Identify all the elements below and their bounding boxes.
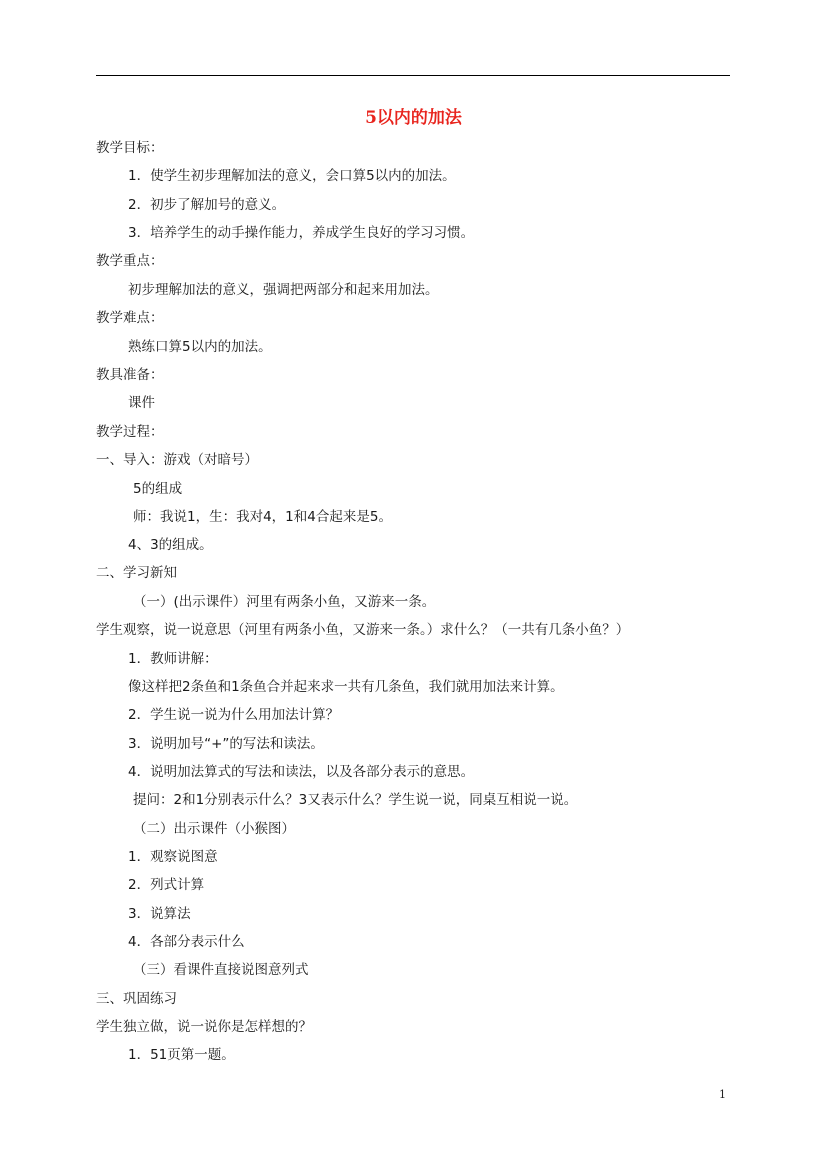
explain-text: 像这样把2条鱼和1条鱼合并起来求一共有几条鱼，我们就用加法来计算。 — [128, 679, 564, 695]
heading-process: 教学过程： — [96, 424, 164, 440]
section-practice: 三、巩固练习 — [96, 991, 177, 1007]
practice-text: 学生独立做，说一说你是怎样想的？ — [96, 1019, 312, 1035]
new-knowledge-part-3: （三）看课件直接说图意列式 — [133, 962, 309, 978]
materials-text: 课件 — [128, 395, 155, 411]
explain-item-3: 3．说明加号“+”的写法和读法。 — [128, 736, 324, 752]
part-2-item-1: 1．观察说图意 — [128, 849, 218, 865]
part-2-item-2: 2．列式计算 — [128, 877, 205, 893]
heading-objectives: 教学目标： — [96, 140, 164, 156]
section-intro: 一、导入：游戏（对暗号） — [96, 452, 258, 468]
heading-difficulties: 教学难点： — [96, 310, 164, 326]
heading-materials: 教具准备： — [96, 367, 164, 383]
explain-item-4: 4．说明加法算式的写法和读法，以及各部分表示的意思。 — [128, 764, 475, 780]
part-2-item-4: 4．各部分表示什么 — [128, 934, 245, 950]
page-number: 1 — [719, 1088, 726, 1101]
intro-line-1: 5的组成 — [133, 481, 183, 497]
heading-key-points: 教学重点： — [96, 253, 164, 269]
new-knowledge-part-1: （一）(出示课件）河里有两条小鱼，又游来一条。 — [133, 594, 436, 610]
new-knowledge-part-2: （二）出示课件（小猴图） — [133, 821, 295, 837]
observation-text: 学生观察，说一说意思（河里有两条小鱼，又游来一条。）求什么？（一共有几条小鱼？） — [96, 622, 630, 638]
difficulty-text: 熟练口算5以内的加法。 — [128, 339, 272, 355]
part-2-item-3: 3．说算法 — [128, 906, 191, 922]
explain-item-2: 2．学生说一说为什么用加法计算？ — [128, 707, 340, 723]
intro-line-2: 师：我说1，生：我对4，1和4合起来是5。 — [133, 509, 392, 525]
header-rule — [96, 75, 730, 76]
practice-item-1: 1．51页第一题。 — [128, 1047, 235, 1063]
key-point-text: 初步理解加法的意义，强调把两部分和起来用加法。 — [128, 282, 439, 298]
objective-item-2: 2．初步了解加号的意义。 — [128, 197, 286, 213]
explain-item-1: 1．教师讲解： — [128, 651, 218, 667]
objective-item-1: 1．使学生初步理解加法的意义，会口算5以内的加法。 — [128, 168, 456, 184]
intro-line-3: 4、3的组成。 — [128, 537, 213, 553]
objective-item-3: 3．培养学生的动手操作能力，养成学生良好的学习习惯。 — [128, 225, 475, 241]
section-new-knowledge: 二、学习新知 — [96, 565, 177, 581]
question-text: 提问：2和1分别表示什么？3又表示什么？学生说一说，同桌互相说一说。 — [133, 792, 578, 808]
document-title: 5以内的加法 — [365, 108, 462, 128]
